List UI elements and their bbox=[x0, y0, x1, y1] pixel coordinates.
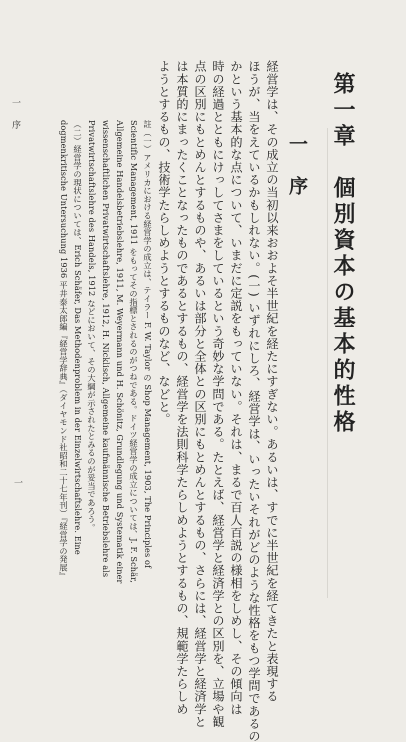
footnote-line: dogmenkritische Untersuchung 1936 平井泰太郎編『経営学辞典』（ダイヤモンド社昭和二十七年刊）『経営学の発展』 bbox=[59, 120, 69, 580]
body-line: 点の区別にもとめんとするものや、あるいは部分と全体との区別にもとめんとするもの、さらには、経営学と経済学と bbox=[193, 60, 207, 728]
footnote-line: Scientific Management, 1911 をもってその指標とされるのがつねである。ドイツ経営学の成立については、J. F. Schär, bbox=[129, 120, 139, 583]
footnote-line: 註（一）アメリカにおける経営学の成立は、テイラー F. W. Taylor の Shop Management, 1903, The Principles of bbox=[143, 120, 153, 569]
body-line: 経営学は、その成立の当初以来おおよそ半世紀を経たにすぎない。あるいは、すでに半世紀を経てきたと表現する bbox=[265, 60, 279, 703]
chapter-title: 第一章 個別資本の基本的性格 bbox=[330, 72, 356, 436]
body-line: ようとするもの、技術学たらしめようとするものなど、などと。 bbox=[157, 60, 171, 426]
footnote-line: Privatwirtschaftslehre des Handels, 1912 などにおいて、その大綱が示されたとみるのが妥当であろう。 bbox=[87, 120, 97, 532]
running-head: 一 序 bbox=[10, 98, 20, 131]
page-number: 一 bbox=[12, 478, 22, 487]
body-line: かという基本的な点について、いまだに定説をもっていない。それは、まるで百人百説の様相をしめし、その傾向は bbox=[229, 60, 243, 716]
body-line: は本質的にまったくことなったものであるとするもの、経営学を法則科学たらしめようとするもの、規範学たらしめ bbox=[175, 60, 189, 716]
footnote-line: Allgemeine Handelsbetriebslehre, 1911, M. Weyermann und H. Schönitz, Grundlegung und Systematik einer bbox=[115, 120, 125, 584]
footnote-line: （二）経営学の現状については、Erich Schäfer, Das Methodenproblem in der Einzelwirtschaftslehre. Eine bbox=[73, 120, 83, 555]
section-heading: 一 序 bbox=[286, 134, 308, 197]
column-divider bbox=[327, 128, 328, 598]
footnote-line: wissenschaftlichen Privatwirtschaftslehre, 1912, H. Nicklisch, Allgemeine kaufmännische Betriebslehre als bbox=[101, 120, 111, 578]
body-line: ほうが、当をえているかもしれない。(一) いずれにしろ、経営学は、いったいそれがどのような性格をもつ学問であるの bbox=[247, 60, 261, 742]
body-line: 時の経過とともにけっしてさまをしているという奇妙な学問である。たとえば、経営学と経済学との区別を、立場や観 bbox=[211, 60, 225, 728]
